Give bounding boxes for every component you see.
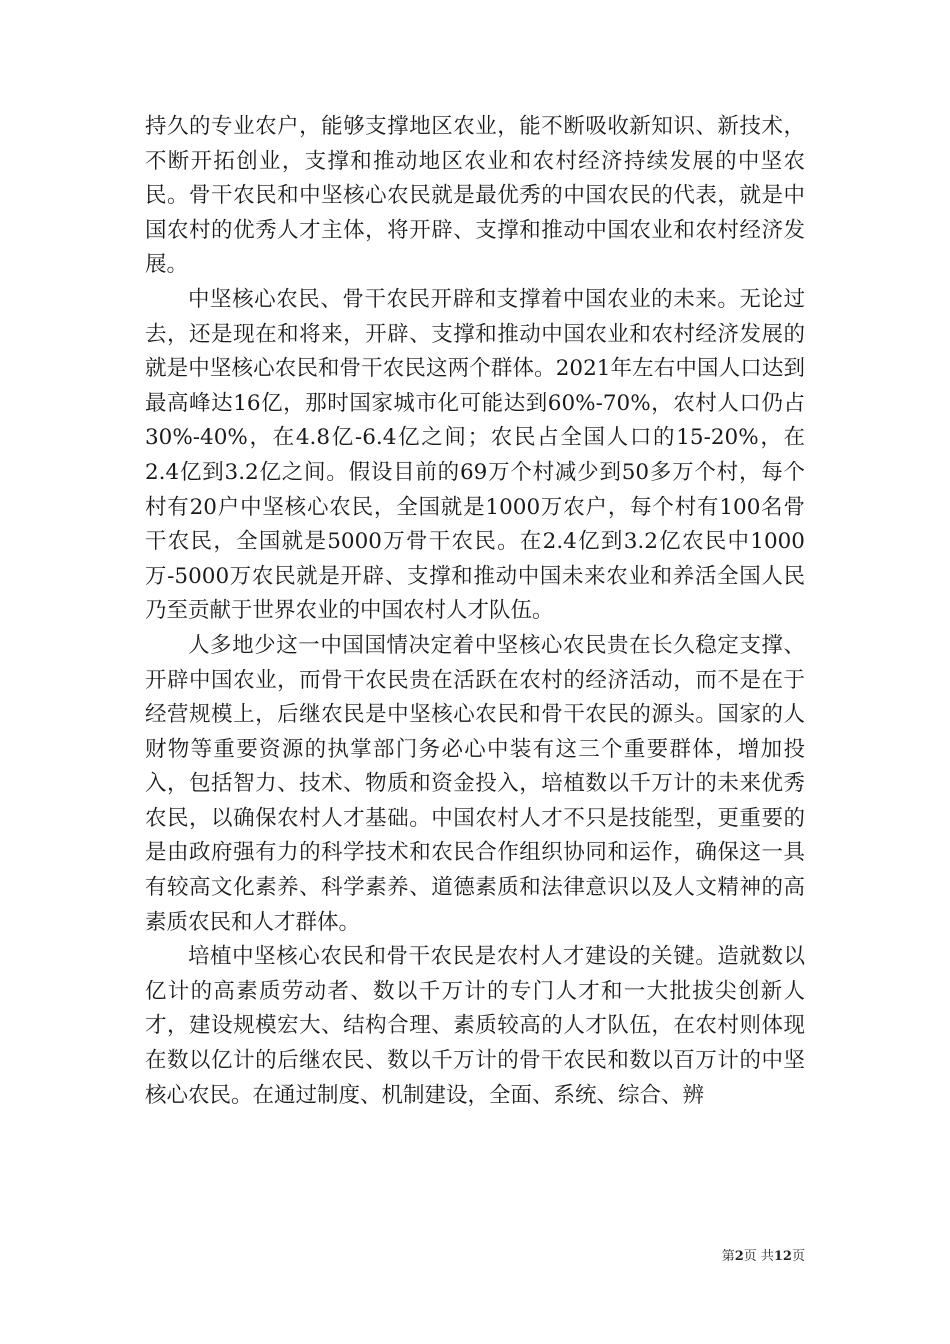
footer-middle: 页 共 — [743, 1249, 774, 1264]
total-pages-number: 12 — [773, 1249, 792, 1264]
footer-suffix: 页 — [791, 1249, 805, 1264]
paragraph-3: 人多地少这一中国国情决定着中坚核心农民贵在长久稳定支撑、开辟中国农业，而骨干农民贵在活跃在农村的经济活动，而不是在于经营规模上，后继农民是中坚核心农民和骨干农民的源头。国家的人财物等重要资源的执掌部门务必心中装有这三个重要群体，增加投入，包括智力、技术、物质和资金投入，培植数以千万计的未来优秀农民，以确保农村人才基础。中国农村人才不只是技能型，更重要的是由政府强有力的科学技术和农民合作组织协同和运作，确保这一具有较高文化素养、科学素养、道德素质和法律意识以及人文精神的高素质农民和人才群体。 — [145, 632, 805, 935]
body-text — [145, 110, 805, 1113]
paragraph-2: 中坚核心农民、骨干农民开辟和支撑着中国农业的未来。无论过去，还是现在和将来，开辟、支撑和推动中国农业和农村经济发展的就是中坚核心农民和骨干农民这两个群体。2021年左右中国人口达到最高峰达16亿，那时国家城市化可能达到60%-70%，农村人口仍占30%-40%，在4.8亿-6.4亿之间；农民占全国人口的15-20%，在2.4亿到3.2亿之间。假设目前的69万个村减少到50多万个村，每个村有20户中坚核心农民，全国就是1000万农户，每个村有100名骨干农民，全国就是5000万骨干农民。在2.4亿到3.2亿农民中1000万-5000万农民就是开辟、支撑和推动中国未来农业和养活全国人民乃至贡献于世界农业的中国农村人才队伍。 — [145, 286, 805, 624]
page-footer — [0, 1245, 805, 1264]
current-page-number: 2 — [734, 1249, 744, 1264]
footer-prefix: 第 — [721, 1249, 735, 1264]
paragraph-4: 培植中坚核心农民和骨干农民是农村人才建设的关键。造就数以亿计的高素质劳动者、数以千万计的专门人才和一大批拔尖创新人才，建设规模宏大、结构合理、素质较高的人才队伍，在农村则体现在数以亿计的后继农民、数以千万计的骨干农民和数以百万计的中坚核心农民。在通过制度、机制建设，全面、系统、综合、辨 — [145, 944, 805, 1108]
paragraph-1: 持久的专业农户，能够支撑地区农业，能不断吸收新知识、新技术，不断开拓创业，支撑和推动地区农业和农村经济持续发展的中坚农民。骨干农民和中坚核心农民就是最优秀的中国农民的代表，就是中国农村的优秀人才主体，将开辟、支撑和推动中国农业和农村经济发展。 — [145, 114, 805, 278]
